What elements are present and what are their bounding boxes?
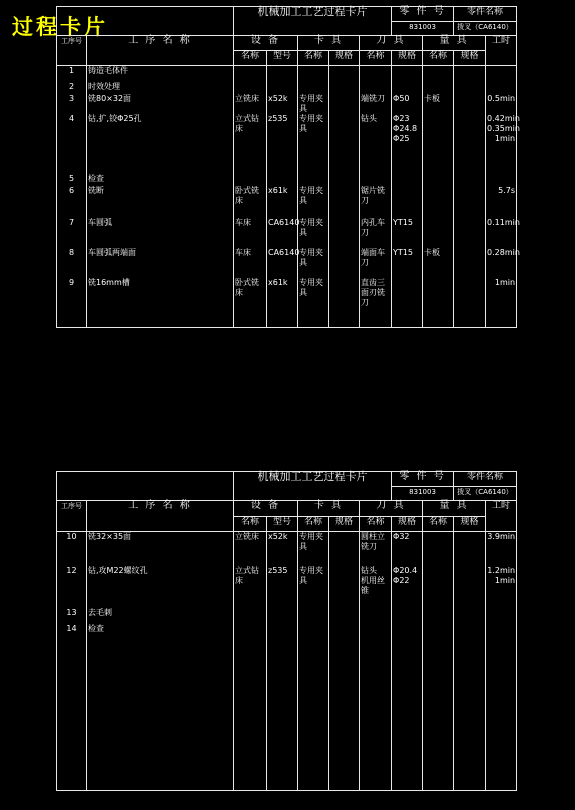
tool-name-cell: 锯片铣刀 [360,186,392,218]
fixture-spec-cell [329,186,360,218]
time-cell: 0.42min 0.35min 1min [486,114,517,174]
gauge-spec-header: 规格 [454,51,486,66]
time-cell: 1min [486,278,517,328]
tool-name-cell [360,66,392,82]
gauge-spec-cell [454,218,486,248]
equipment-model-cell [267,174,298,186]
time-cell [486,624,517,791]
card-title: 机械加工工艺过程卡片 [234,472,392,501]
tool-spec-cell [392,278,423,328]
equipment-model-cell: x61k [267,186,298,218]
op-no-header: 工序号 [57,501,87,532]
op-name-cell: 时效处理 [87,82,234,94]
equipment-name-cell: 卧式铣床 [234,278,267,328]
fixture-name-cell [298,174,329,186]
time-cell [486,66,517,82]
eq-model-header: 型号 [267,517,298,532]
op-no-cell: 7 [57,218,87,248]
tool-spec-cell: YT15 [392,218,423,248]
tool-spec-header: 规格 [392,517,423,532]
gauge-spec-cell [454,94,486,114]
gauge-spec-cell [454,566,486,608]
time-header: 工时 [486,36,517,66]
fixture-spec-cell [329,248,360,278]
op-name-cell: 铣32×35面 [87,532,234,566]
fixture-spec-cell [329,624,360,791]
tool-name-cell [360,608,392,624]
op-name-cell: 检查 [87,624,234,791]
gauge-spec-cell [454,608,486,624]
tool-spec-header: 规格 [392,51,423,66]
fixture-header: 卡 具 [298,36,360,51]
equipment-name-cell [234,608,267,624]
time-cell: 1.2min 1min [486,566,517,608]
tool-name-header: 名称 [360,517,392,532]
tool-name-cell: 钻头 [360,114,392,174]
tool-header: 刀 具 [360,36,423,51]
tool-header: 刀 具 [360,501,423,517]
equipment-model-cell [267,66,298,82]
equipment-model-cell: x52k [267,94,298,114]
equipment-header: 设 备 [234,36,298,51]
tool-name-cell: 圆柱立铣刀 [360,532,392,566]
equipment-model-cell [267,624,298,791]
gauge-name-header: 名称 [423,51,454,66]
part-no-value: 831003 [392,487,454,501]
header-blank [57,472,234,501]
fix-name-header: 名称 [298,51,329,66]
equipment-model-cell: z535 [267,114,298,174]
fixture-spec-cell [329,278,360,328]
tool-name-cell: 端铣刀 [360,94,392,114]
table-1-body [57,66,520,328]
gauge-name-cell [423,186,454,218]
op-no-cell: 12 [57,566,87,608]
equipment-model-cell: z535 [267,566,298,608]
op-name-cell: 铣断 [87,186,234,218]
gauge-spec-header: 规格 [454,517,486,532]
gauge-name-cell [423,278,454,328]
fixture-name-cell: 专用夹具 [298,114,329,174]
gauge-name-header: 名称 [423,517,454,532]
part-name-value: 拨叉（CA6140） [454,487,517,501]
table-row [57,114,517,174]
time-cell: 3.9min [486,532,517,566]
op-name-cell: 钻,攻M22螺纹孔 [87,566,234,608]
table-row [57,218,517,248]
equipment-name-cell [234,82,267,94]
op-no-cell: 2 [57,82,87,94]
time-cell [486,82,517,94]
equipment-name-cell [234,174,267,186]
gauge-name-cell [423,624,454,791]
fixture-spec-cell [329,566,360,608]
gauge-spec-cell [454,66,486,82]
equipment-name-cell: 立式钻床 [234,566,267,608]
op-no-cell: 1 [57,66,87,82]
part-name-label: 零件名称 [454,472,517,487]
tool-name-cell [360,624,392,791]
op-name-cell: 车圆弧两端面 [87,248,234,278]
op-name-header: 工 序 名 称 [87,36,234,66]
tool-spec-cell [392,186,423,218]
op-name-cell: 铣80×32面 [87,94,234,114]
table-row [57,94,517,114]
gauge-name-cell [423,174,454,186]
fixture-header: 卡 具 [298,501,360,517]
tool-name-cell: 内孔车刀 [360,218,392,248]
part-no-label: 零 件 号 [392,7,454,22]
table-row [57,624,517,791]
tool-spec-cell: Φ32 [392,532,423,566]
tool-name-cell [360,82,392,94]
part-name-value: 拨叉（CA6140） [454,22,517,36]
tool-spec-cell [392,624,423,791]
equipment-header: 设 备 [234,501,298,517]
fixture-name-cell: 专用夹具 [298,94,329,114]
gauge-name-cell: 卡板 [423,248,454,278]
equipment-name-cell [234,66,267,82]
op-no-cell: 6 [57,186,87,218]
equipment-name-cell [234,624,267,791]
fix-name-header: 名称 [298,517,329,532]
fixture-spec-cell [329,608,360,624]
tool-spec-cell [392,608,423,624]
process-card-table-1 [56,5,520,328]
fix-spec-header: 规格 [329,51,360,66]
gauge-name-cell [423,82,454,94]
time-cell: 0.11min [486,218,517,248]
tool-spec-cell: YT15 [392,248,423,278]
gauge-spec-cell [454,248,486,278]
tool-spec-cell: Φ20.4 Φ22 [392,566,423,608]
time-cell [486,608,517,624]
equipment-name-cell: 卧式铣床 [234,186,267,218]
fixture-spec-cell [329,218,360,248]
gauge-name-cell [423,114,454,174]
equipment-model-cell: x52k [267,532,298,566]
tool-spec-cell [392,174,423,186]
equipment-name-cell: 立铣床 [234,94,267,114]
part-name-label: 零件名称 [454,7,517,22]
op-name-cell: 铸造毛体件 [87,66,234,82]
card-title: 机械加工工艺过程卡片 [234,7,392,36]
time-cell: 5.7s [486,186,517,218]
equipment-model-cell: CA6140 [267,248,298,278]
part-no-label: 零 件 号 [392,472,454,487]
op-no-cell: 14 [57,624,87,791]
fixture-name-cell [298,608,329,624]
table-row [57,608,517,624]
fix-spec-header: 规格 [329,517,360,532]
table-row [57,186,517,218]
tool-name-cell [360,174,392,186]
time-cell [486,174,517,186]
fixture-name-cell: 专用夹具 [298,186,329,218]
gauge-spec-cell [454,532,486,566]
gauge-name-cell [423,532,454,566]
process-card-table-2 [56,471,517,791]
eq-model-header: 型号 [267,51,298,66]
gauge-name-cell [423,66,454,82]
equipment-model-cell: x61k [267,278,298,328]
gauge-header: 量 具 [423,36,486,51]
gauge-name-cell [423,608,454,624]
table-row [57,566,517,608]
tool-spec-cell [392,66,423,82]
op-name-cell: 检查 [87,174,234,186]
header-blank [57,7,234,36]
equipment-name-cell: 车床 [234,218,267,248]
op-no-cell: 9 [57,278,87,328]
fixture-name-cell [298,66,329,82]
gauge-spec-cell [454,186,486,218]
page-title: 过程卡片 [12,15,108,39]
tool-name-cell: 直齿三面刃铣刀 [360,278,392,328]
equipment-model-cell: CA6140 [267,218,298,248]
fixture-spec-cell [329,174,360,186]
time-cell: 0.28min [486,248,517,278]
op-name-cell: 去毛刺 [87,608,234,624]
fixture-spec-cell [329,532,360,566]
fixture-spec-cell [329,114,360,174]
fixture-name-cell: 专用夹具 [298,278,329,328]
gauge-name-cell [423,566,454,608]
op-name-cell: 铣16mm槽 [87,278,234,328]
gauge-spec-cell [454,82,486,94]
equipment-name-cell: 立铣床 [234,532,267,566]
gauge-spec-cell [454,174,486,186]
gauge-spec-cell [454,624,486,791]
equipment-model-cell [267,608,298,624]
time-header: 工时 [486,501,517,532]
tool-spec-cell: Φ50 [392,94,423,114]
table-row [57,278,517,328]
op-no-cell: 3 [57,94,87,114]
tool-name-cell: 钻头 机用丝锥 [360,566,392,608]
part-no-value: 831003 [392,22,454,36]
fixture-name-cell: 专用夹具 [298,532,329,566]
op-no-cell: 4 [57,114,87,174]
eq-name-header: 名称 [234,51,267,66]
gauge-header: 量 具 [423,501,486,517]
op-no-cell: 8 [57,248,87,278]
fixture-name-cell [298,82,329,94]
tool-name-cell: 端面车刀 [360,248,392,278]
fixture-name-cell: 专用夹具 [298,218,329,248]
op-name-cell: 车圆弧 [87,218,234,248]
fixture-name-cell: 专用夹具 [298,566,329,608]
equipment-name-cell: 立式钻床 [234,114,267,174]
fixture-name-cell: 专用夹具 [298,248,329,278]
op-no-header: 工序号 [57,36,87,66]
table-row [57,82,517,94]
op-no-cell: 10 [57,532,87,566]
table-row [57,66,517,82]
op-no-cell: 5 [57,174,87,186]
op-name-header: 工 序 名 称 [87,501,234,532]
equipment-name-cell: 车床 [234,248,267,278]
fixture-name-cell [298,624,329,791]
time-cell: 0.5min [486,94,517,114]
eq-name-header: 名称 [234,517,267,532]
gauge-spec-cell [454,114,486,174]
op-no-cell: 13 [57,608,87,624]
equipment-model-cell [267,82,298,94]
table-row [57,174,517,186]
gauge-name-cell [423,218,454,248]
gauge-name-cell: 卡板 [423,94,454,114]
gauge-spec-cell [454,278,486,328]
op-name-cell: 钻,扩,铰Φ25孔 [87,114,234,174]
fixture-spec-cell [329,66,360,82]
table-2-body [57,532,517,791]
tool-spec-cell: Φ23 Φ24.8 Φ25 [392,114,423,174]
fixture-spec-cell [329,94,360,114]
tool-spec-cell [392,82,423,94]
table-row [57,532,517,566]
fixture-spec-cell [329,82,360,94]
table-row [57,248,517,278]
tool-name-header: 名称 [360,51,392,66]
